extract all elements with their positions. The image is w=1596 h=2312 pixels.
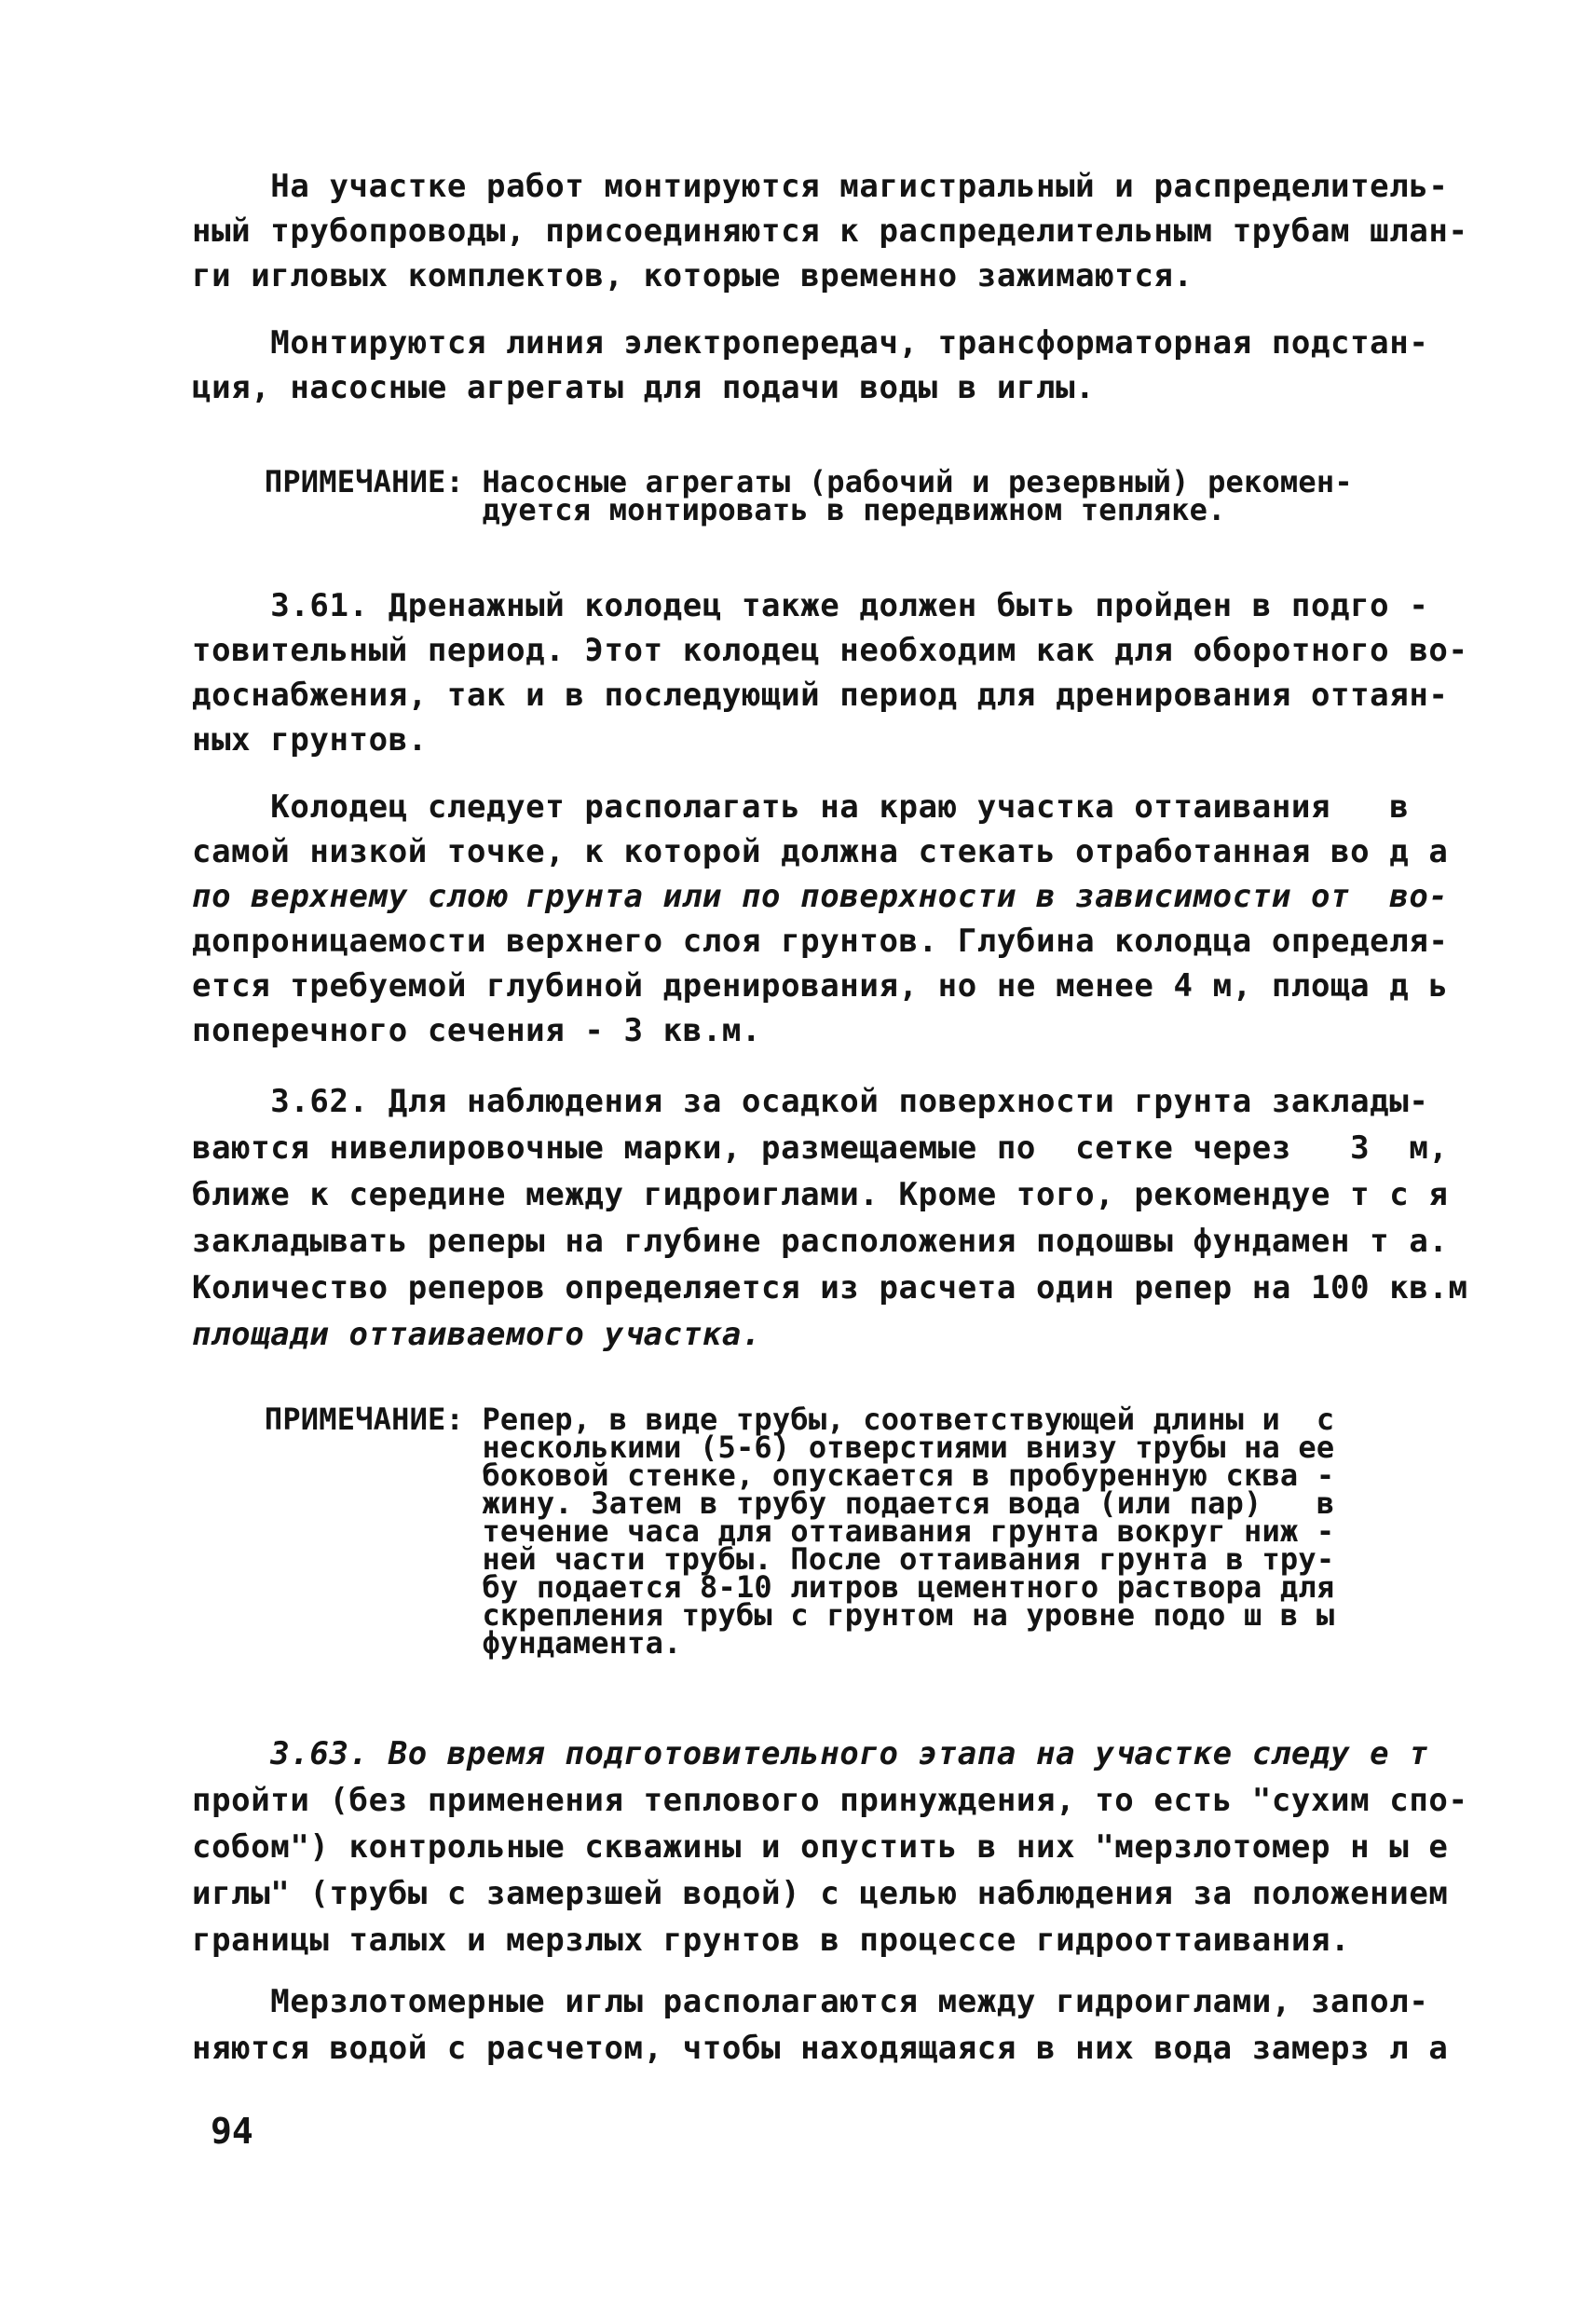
- text-line: площади оттаиваемого участка.: [192, 1316, 762, 1353]
- text-line: по верхнему слою грунта или по поверхности в зависимости от во-: [192, 878, 1449, 915]
- text-line: самой низкой точке, к которой должна стекать отработанная во д а: [192, 833, 1449, 870]
- note-line: скрепления трубы с грунтом на уровне подо ш в ы: [192, 1597, 1335, 1633]
- text-line: пройти (без применения теплового принуждения, то есть "сухим спо-: [192, 1782, 1468, 1819]
- note-line: фундамента.: [192, 1625, 682, 1661]
- text-line: ближе к середине между гидроиглами. Кроме того, рекомендуе т с я: [192, 1176, 1449, 1213]
- text-line: Колодец следует располагать на краю участка оттаивания в: [192, 788, 1410, 826]
- note-line: бу подается 8-10 литров цементного раствора для: [192, 1569, 1335, 1605]
- text-line: иглы" (трубы с замерзшей водой) с целью наблюдения за положением: [192, 1875, 1449, 1912]
- text-line: няются водой с расчетом, чтобы находящаяся в них вода замерз л а: [192, 2030, 1449, 2067]
- text-line: ция, насосные агрегаты для подачи воды в иглы.: [192, 369, 1096, 406]
- page-number: 94: [211, 2111, 253, 2152]
- text-line: Количество реперов определяется из расчета один репер на 100 кв.м: [192, 1269, 1468, 1306]
- text-line: 3.63. Во время подготовительного этапа на участке следу е т: [192, 1735, 1429, 1772]
- text-line: 3.61. Дренажный колодец также должен быть пройден в подго -: [192, 587, 1429, 624]
- note-line: боковой стенке, опускается в пробуренную сква -: [192, 1457, 1335, 1493]
- text-line: ги игловых комплектов, которые временно зажимаются.: [192, 257, 1194, 294]
- text-line: собом") контрольные скважины и опустить в них "мерзлотомер н ы е: [192, 1828, 1449, 1866]
- note-line: несколькими (5-6) отверстиями внизу трубы на ее: [192, 1430, 1335, 1465]
- text-line: Монтируются линия электропередач, трансформаторная подстан-: [192, 324, 1429, 362]
- text-line: ный трубопроводы, присоединяются к распределительным трубам шлан-: [192, 212, 1468, 250]
- text-line: На участке работ монтируются магистральный и распределитель-: [192, 168, 1449, 205]
- note-line: дуется монтировать в передвижном тепляке.: [192, 492, 1226, 527]
- note-line: ПРИМЕЧАНИЕ: Репер, в виде трубы, соответствующей длины и с: [192, 1402, 1335, 1437]
- text-line: ваются нивелировочные марки, размещаемые по сетке через 3 м,: [192, 1129, 1449, 1167]
- note-line: жину. Затем в трубу подается вода (или пар) в: [192, 1485, 1335, 1521]
- text-line: товительный период. Этот колодец необходим как для оборотного во-: [192, 632, 1468, 669]
- text-line: 3.62. Для наблюдения за осадкой поверхности грунта заклады-: [192, 1083, 1429, 1120]
- text-line: ется требуемой глубиной дренирования, но не менее 4 м, площа д ь: [192, 967, 1449, 1005]
- note-line: ней части трубы. После оттаивания грунта в тру-: [192, 1541, 1335, 1577]
- text-line: закладывать реперы на глубине расположения подошвы фундамен т а.: [192, 1223, 1449, 1260]
- note-line: течение часа для оттаивания грунта вокруг ниж -: [192, 1513, 1335, 1549]
- text-line: Мерзлотомерные иглы располагаются между гидроиглами, запол-: [192, 1983, 1429, 2020]
- text-line: границы талых и мерзлых грунтов в процессе гидрооттаивания.: [192, 1922, 1351, 1959]
- text-line: допроницаемости верхнего слоя грунтов. Глубина колодца определя-: [192, 923, 1449, 960]
- note-line: ПРИМЕЧАНИЕ: Насосные агрегаты (рабочий и резервный) рекомен-: [192, 464, 1353, 499]
- text-line: поперечного сечения - 3 кв.м.: [192, 1012, 762, 1049]
- text-line: ных грунтов.: [192, 721, 428, 759]
- text-line: доснабжения, так и в последующий период для дренирования оттаян-: [192, 677, 1449, 714]
